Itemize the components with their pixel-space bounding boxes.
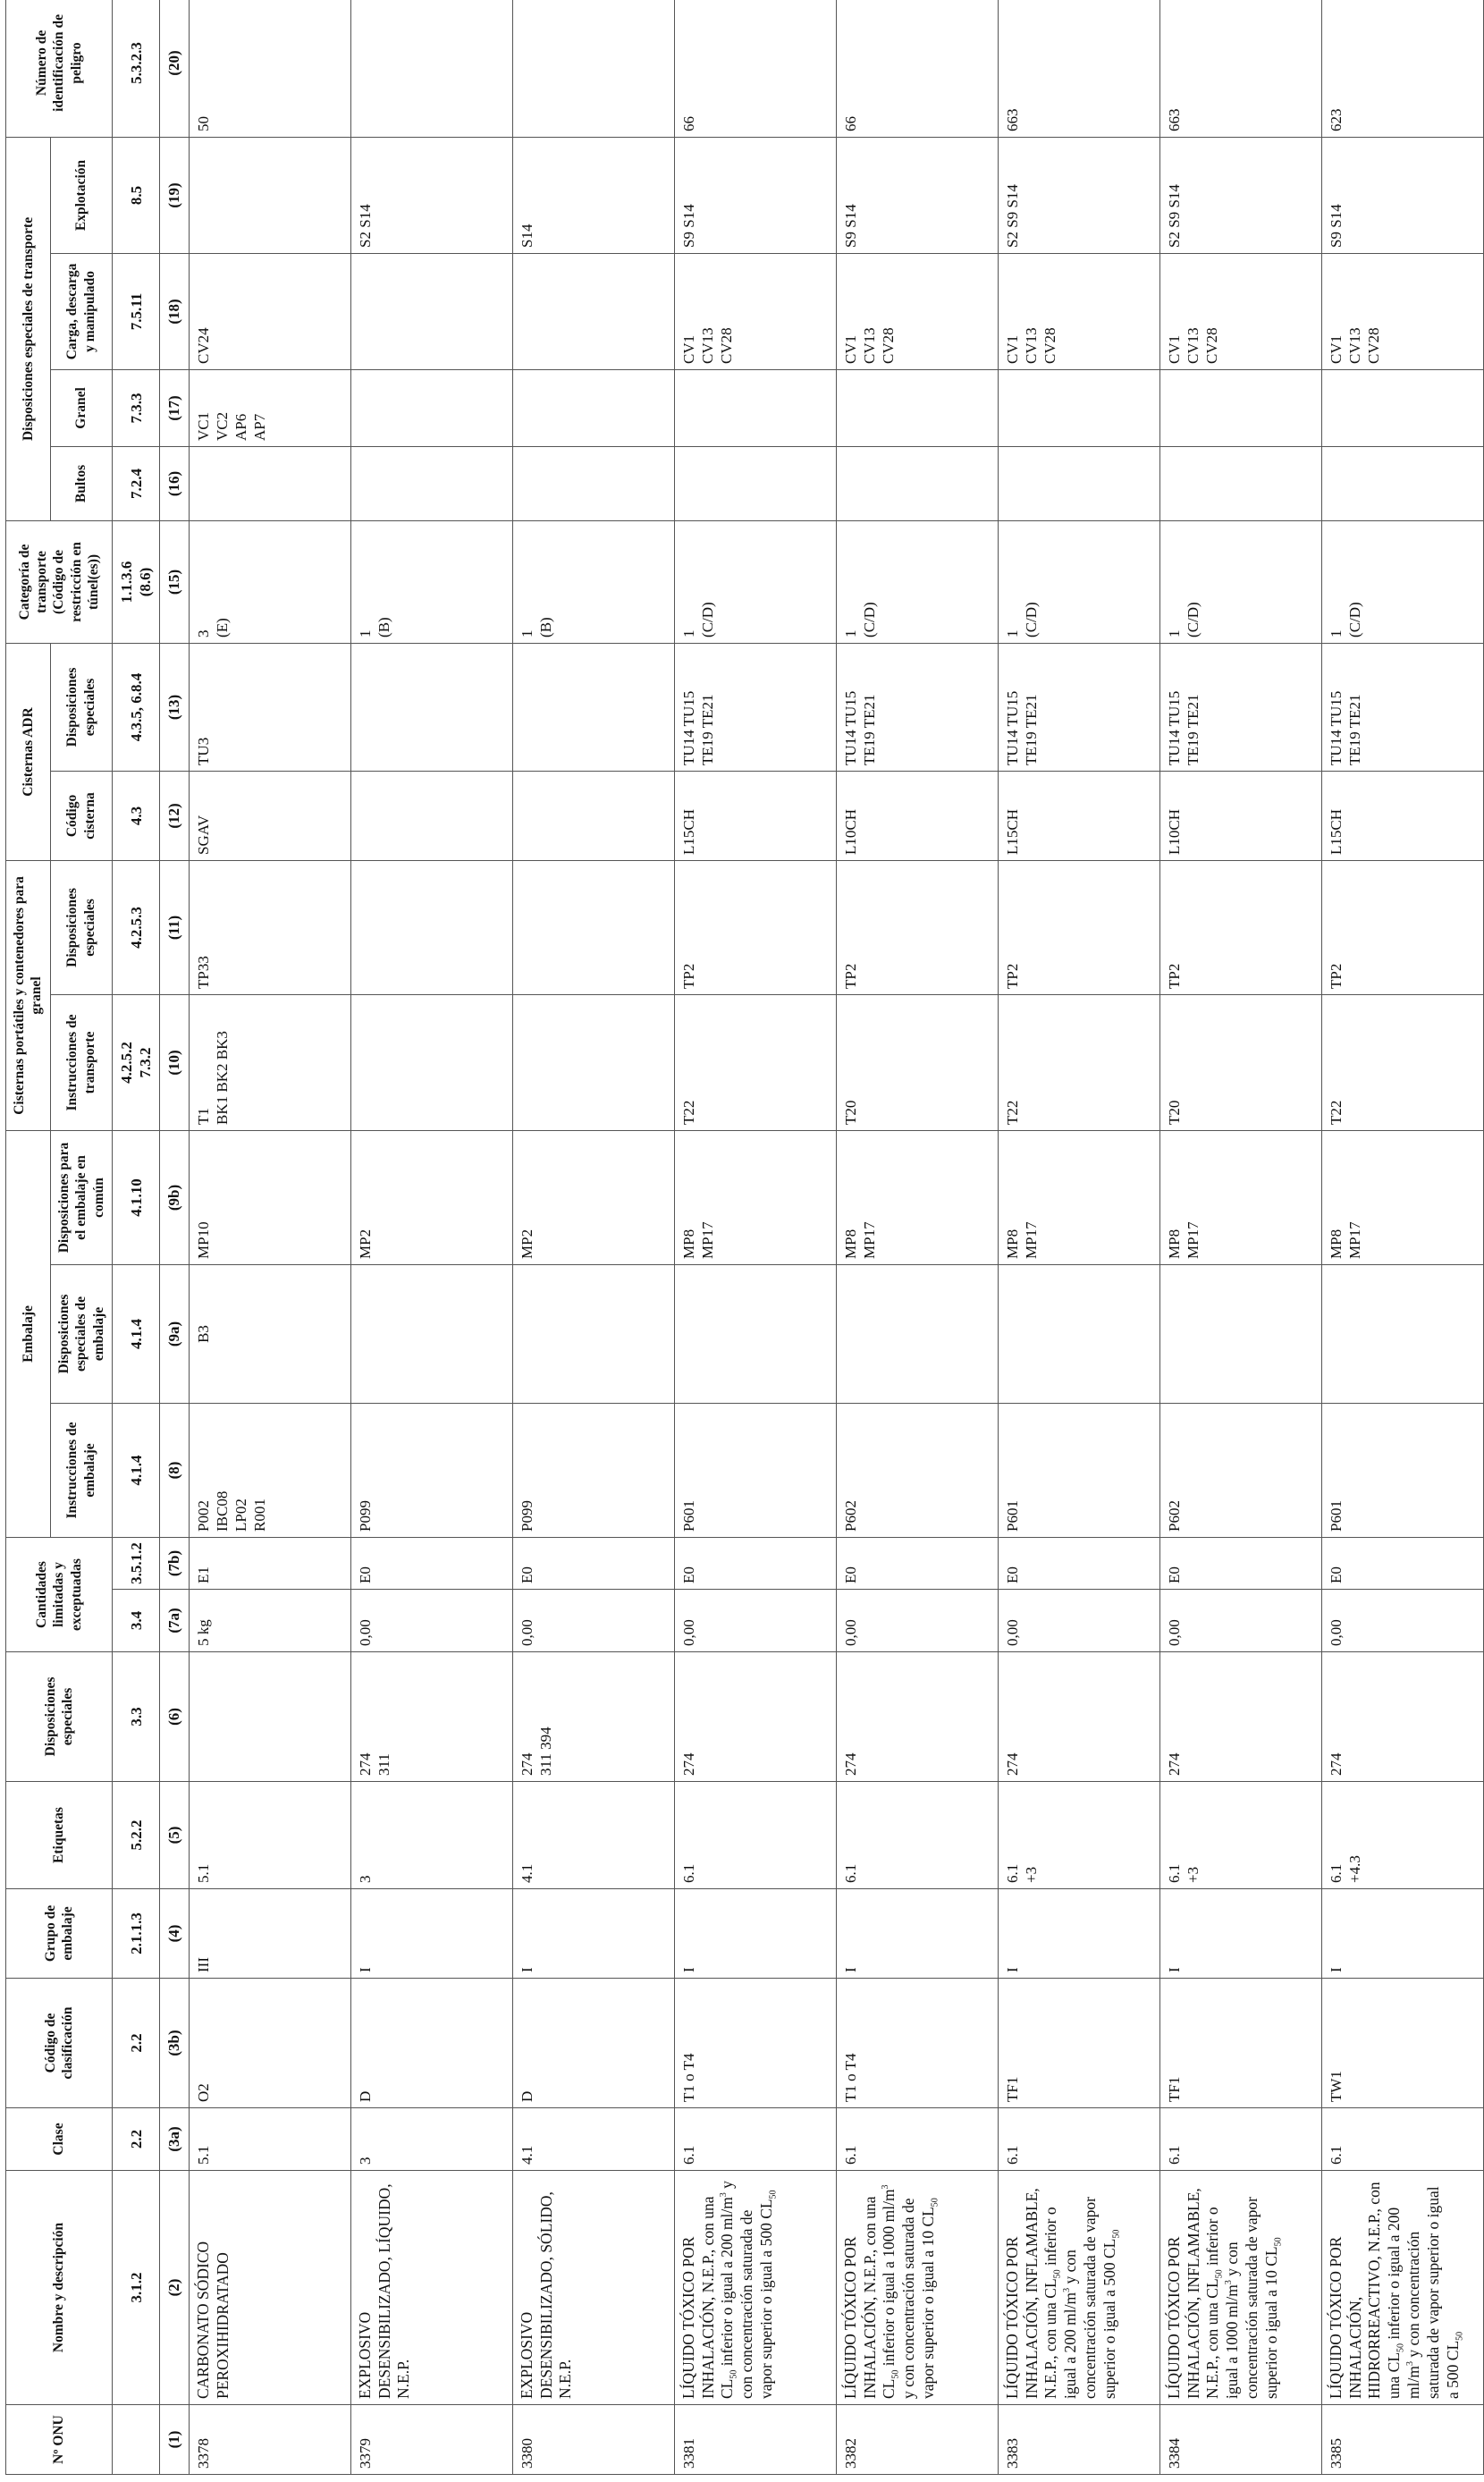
class-cell: 3 bbox=[350, 2108, 512, 2171]
class-cell: 5.1 bbox=[189, 2108, 350, 2171]
special-provisions-cell: 274 311 394 bbox=[512, 1652, 674, 1782]
table-row bbox=[674, 0, 836, 2475]
un-number-cell: 3385 bbox=[1321, 2405, 1483, 2475]
header-special-transport: Disposiciones especiales de transporte bbox=[6, 137, 51, 520]
reference-cell: 7.5.11 bbox=[112, 253, 160, 369]
classification-code-cell: T1 o T4 bbox=[674, 1979, 836, 2108]
packing-instructions-cell: P602 bbox=[836, 1404, 998, 1538]
limited-quantity-cell: 0,00 bbox=[350, 1590, 512, 1652]
name-description-cell: LÍQUIDO TÓXICO POR INHALACIÓN, INFLAMABLE, N.E.P., con una $CL_{50}$ inferior o igual a 200 $ml/m^3$ y con concentración saturada de vapor superior o igual a 500 $CL_{50}$ bbox=[998, 2171, 1159, 2405]
packages-provisions-cell bbox=[350, 446, 512, 520]
header-packing-instructions: Instrucciones de embalaje bbox=[50, 1404, 112, 1538]
reference-cell: 4.3 bbox=[112, 771, 160, 860]
header-classification-code: Código de clasificación bbox=[6, 1979, 113, 2108]
hazard-id-cell bbox=[350, 0, 512, 137]
name-description-cell: LÍQUIDO TÓXICO POR INHALACIÓN, INFLAMABLE, N.E.P., con una $CL_{50}$ inferior o igual a 1000 $ml/m^3$ y con concentración saturada de vapor superior o igual a 10 $CL_{50}$ bbox=[1159, 2171, 1321, 2405]
column-number-cell: (19) bbox=[160, 137, 189, 253]
special-provisions-cell: 274 311 bbox=[350, 1652, 512, 1782]
loading-provisions-cell bbox=[512, 253, 674, 369]
hazard-id-cell: 66 bbox=[836, 0, 998, 137]
table-row bbox=[350, 0, 512, 2475]
reference-cell: 2.2 bbox=[112, 1979, 160, 2108]
header-row-1 bbox=[6, 0, 51, 2475]
transport-category-cell: 1 (B) bbox=[512, 520, 674, 643]
column-number-cell: (11) bbox=[160, 860, 189, 994]
operation-provisions-cell: S9 S14 bbox=[1321, 137, 1483, 253]
hazard-id-cell: 623 bbox=[1321, 0, 1483, 137]
portable-tank-provisions-cell bbox=[350, 860, 512, 994]
header-limited-excepted: Cantidades limitadas y exceptuadas bbox=[6, 1538, 113, 1652]
bulk-provisions-cell bbox=[998, 369, 1159, 446]
loading-provisions-cell: CV24 bbox=[189, 253, 350, 369]
class-cell: 6.1 bbox=[1159, 2108, 1321, 2171]
header-labels: Etiquetas bbox=[6, 1782, 113, 1889]
reference-row bbox=[112, 0, 160, 2475]
column-number-cell: (18) bbox=[160, 253, 189, 369]
transport-category-cell: 1 (C/D) bbox=[836, 520, 998, 643]
tank-code-cell bbox=[512, 771, 674, 860]
column-number-cell: (17) bbox=[160, 369, 189, 446]
un-number-cell: 3381 bbox=[674, 2405, 836, 2475]
reference-cell: 4.2.5.3 bbox=[112, 860, 160, 994]
table-row bbox=[998, 0, 1159, 2475]
classification-code-cell: D bbox=[350, 1979, 512, 2108]
name-description-cell: CARBONATO SÓDICO PEROXIHIDRATADO bbox=[189, 2171, 350, 2405]
packages-provisions-cell bbox=[998, 446, 1159, 520]
reference-cell bbox=[112, 2405, 160, 2475]
portable-tank-instructions-cell: T1 BK1 BK2 BK3 bbox=[189, 994, 350, 1130]
reference-cell: 3.3 bbox=[112, 1652, 160, 1782]
column-number-cell: (20) bbox=[160, 0, 189, 137]
packages-provisions-cell bbox=[189, 446, 350, 520]
packing-instructions-cell: P099 bbox=[350, 1404, 512, 1538]
bulk-provisions-cell bbox=[512, 369, 674, 446]
dangerous-goods-table bbox=[5, 0, 1484, 2475]
special-packing-provisions-cell bbox=[836, 1265, 998, 1404]
un-number-cell: 3378 bbox=[189, 2405, 350, 2475]
reference-cell: 1.1.3.6 (8.6) bbox=[112, 520, 160, 643]
special-packing-provisions-cell bbox=[350, 1265, 512, 1404]
header-packaging: Embalaje bbox=[6, 1130, 51, 1537]
packing-group-cell: I bbox=[836, 1889, 998, 1979]
portable-tank-instructions-cell: T20 bbox=[836, 994, 998, 1130]
reference-cell: 7.3.3 bbox=[112, 369, 160, 446]
packing-group-cell: I bbox=[998, 1889, 1159, 1979]
operation-provisions-cell: S2 S14 bbox=[350, 137, 512, 253]
labels-cell: 6.1 bbox=[836, 1782, 998, 1889]
un-number-cell: 3383 bbox=[998, 2405, 1159, 2475]
class-cell: 6.1 bbox=[998, 2108, 1159, 2171]
packing-group-cell: I bbox=[350, 1889, 512, 1979]
portable-tank-provisions-cell: TP2 bbox=[836, 860, 998, 994]
packages-provisions-cell bbox=[836, 446, 998, 520]
header-transport-instructions: Instrucciones de transporte bbox=[50, 994, 112, 1130]
hazard-id-cell: 66 bbox=[674, 0, 836, 137]
column-number-cell: (5) bbox=[160, 1782, 189, 1889]
operation-provisions-cell: S9 S14 bbox=[836, 137, 998, 253]
hazard-id-cell bbox=[512, 0, 674, 137]
special-provisions-cell: 274 bbox=[1159, 1652, 1321, 1782]
header-packing-group: Grupo de embalaje bbox=[6, 1889, 113, 1979]
tank-special-provisions-cell: TU3 bbox=[189, 643, 350, 771]
labels-cell: 4.1 bbox=[512, 1782, 674, 1889]
class-cell: 6.1 bbox=[836, 2108, 998, 2171]
transport-category-cell: 1 (C/D) bbox=[998, 520, 1159, 643]
reference-cell: 3.1.2 bbox=[112, 2171, 160, 2405]
packing-group-cell: I bbox=[674, 1889, 836, 1979]
packing-instructions-cell: P601 bbox=[998, 1404, 1159, 1538]
loading-provisions-cell: CV1 CV13 CV28 bbox=[1159, 253, 1321, 369]
tank-special-provisions-cell: TU14 TU15 TE19 TE21 bbox=[998, 643, 1159, 771]
packing-instructions-cell: P601 bbox=[674, 1404, 836, 1538]
mixed-packing-cell: MP2 bbox=[512, 1130, 674, 1264]
column-number-cell: (16) bbox=[160, 446, 189, 520]
name-description-cell: EXPLOSIVO DESENSIBILIZADO, SÓLIDO, N.E.P. bbox=[512, 2171, 674, 2405]
operation-provisions-cell: S2 S9 S14 bbox=[998, 137, 1159, 253]
special-provisions-cell: 274 bbox=[836, 1652, 998, 1782]
tank-special-provisions-cell bbox=[350, 643, 512, 771]
limited-quantity-cell: 0,00 bbox=[512, 1590, 674, 1652]
reference-cell: 3.4 bbox=[112, 1590, 160, 1652]
packing-instructions-cell: P602 bbox=[1159, 1404, 1321, 1538]
packages-provisions-cell bbox=[674, 446, 836, 520]
portable-tank-instructions-cell: T22 bbox=[1321, 994, 1483, 1130]
labels-cell: 6.1 +3 bbox=[998, 1782, 1159, 1889]
header-bulk: Granel bbox=[50, 369, 112, 446]
reference-cell: 5.3.2.3 bbox=[112, 0, 160, 137]
excepted-quantity-cell: E0 bbox=[674, 1538, 836, 1590]
limited-quantity-cell: 0,00 bbox=[674, 1590, 836, 1652]
column-number-cell: (4) bbox=[160, 1889, 189, 1979]
portable-tank-provisions-cell: TP2 bbox=[1321, 860, 1483, 994]
un-number-cell: 3382 bbox=[836, 2405, 998, 2475]
header-tank-special-provisions: Disposiciones especiales bbox=[50, 860, 112, 994]
excepted-quantity-cell: E0 bbox=[1159, 1538, 1321, 1590]
header-name: Nombre y descripción bbox=[6, 2171, 113, 2405]
portable-tank-instructions-cell: T20 bbox=[1159, 994, 1321, 1130]
tank-code-cell bbox=[350, 771, 512, 860]
reference-cell: 5.2.2 bbox=[112, 1782, 160, 1889]
header-mixed-packing-provisions: Disposiciones para el embalaje en común bbox=[50, 1130, 112, 1264]
un-number-cell: 3384 bbox=[1159, 2405, 1321, 2475]
reference-cell: 4.1.4 bbox=[112, 1265, 160, 1404]
labels-cell: 6.1 bbox=[674, 1782, 836, 1889]
tank-code-cell: L15CH bbox=[1321, 771, 1483, 860]
tank-code-cell: L15CH bbox=[998, 771, 1159, 860]
column-number-cell: (10) bbox=[160, 994, 189, 1130]
header-un-no: Nº ONU bbox=[6, 2405, 113, 2475]
portable-tank-provisions-cell: TP2 bbox=[674, 860, 836, 994]
hazard-id-cell: 663 bbox=[998, 0, 1159, 137]
tank-special-provisions-cell: TU14 TU15 TE19 TE21 bbox=[1321, 643, 1483, 771]
mixed-packing-cell: MP2 bbox=[350, 1130, 512, 1264]
column-number-cell: (3a) bbox=[160, 2108, 189, 2171]
bulk-provisions-cell bbox=[1321, 369, 1483, 446]
column-number-cell: (7a) bbox=[160, 1590, 189, 1652]
labels-cell: 5.1 bbox=[189, 1782, 350, 1889]
labels-cell: 3 bbox=[350, 1782, 512, 1889]
loading-provisions-cell: CV1 CV13 CV28 bbox=[836, 253, 998, 369]
header-adr-tanks: Cisternas ADR bbox=[6, 643, 51, 860]
reference-cell: 3.5.1.2 bbox=[112, 1538, 160, 1590]
header-packages: Bultos bbox=[50, 446, 112, 520]
header-operation: Explotación bbox=[50, 137, 112, 253]
special-provisions-cell: 274 bbox=[998, 1652, 1159, 1782]
table-row bbox=[1321, 0, 1483, 2475]
name-description-cell: LÍQUIDO TÓXICO POR INHALACIÓN, N.E.P., con una $CL_{50}$ inferior o igual a 1000 $ml/m^3$ y con concentración saturada de vapor superior o igual a 10 $CL_{50}$ bbox=[836, 2171, 998, 2405]
portable-tank-instructions-cell bbox=[350, 994, 512, 1130]
tank-special-provisions-cell: TU14 TU15 TE19 TE21 bbox=[674, 643, 836, 771]
mixed-packing-cell: MP8 MP17 bbox=[674, 1130, 836, 1264]
mixed-packing-cell: MP10 bbox=[189, 1130, 350, 1264]
hazard-id-cell: 50 bbox=[189, 0, 350, 137]
table-row bbox=[1159, 0, 1321, 2475]
header-special-packing-provisions: Disposiciones especiales de embalaje bbox=[50, 1265, 112, 1404]
special-packing-provisions-cell bbox=[674, 1265, 836, 1404]
bulk-provisions-cell bbox=[350, 369, 512, 446]
header-hazard-id: Número de identificación de peligro bbox=[6, 0, 113, 137]
tank-special-provisions-cell: TU14 TU15 TE19 TE21 bbox=[836, 643, 998, 771]
limited-quantity-cell: 5 kg bbox=[189, 1590, 350, 1652]
classification-code-cell: TW1 bbox=[1321, 1979, 1483, 2108]
table-row bbox=[836, 0, 998, 2475]
mixed-packing-cell: MP8 MP17 bbox=[998, 1130, 1159, 1264]
class-cell: 6.1 bbox=[1321, 2108, 1483, 2171]
excepted-quantity-cell: E0 bbox=[1321, 1538, 1483, 1590]
table-row bbox=[512, 0, 674, 2475]
portable-tank-instructions-cell: T22 bbox=[998, 994, 1159, 1130]
portable-tank-instructions-cell bbox=[512, 994, 674, 1130]
column-number-cell: (2) bbox=[160, 2171, 189, 2405]
packing-group-cell: III bbox=[189, 1889, 350, 1979]
header-portable-tanks: Cisternas portátiles y contenedores para granel bbox=[6, 860, 51, 1130]
tank-code-cell: L10CH bbox=[1159, 771, 1321, 860]
loading-provisions-cell: CV1 CV13 CV28 bbox=[998, 253, 1159, 369]
classification-code-cell: TF1 bbox=[998, 1979, 1159, 2108]
column-number-row bbox=[160, 0, 189, 2475]
column-number-cell: (7b) bbox=[160, 1538, 189, 1590]
column-number-cell: (3b) bbox=[160, 1979, 189, 2108]
limited-quantity-cell: 0,00 bbox=[1321, 1590, 1483, 1652]
reference-cell: 4.1.10 bbox=[112, 1130, 160, 1264]
packing-instructions-cell: P601 bbox=[1321, 1404, 1483, 1538]
loading-provisions-cell: CV1 CV13 CV28 bbox=[674, 253, 836, 369]
un-number-cell: 3379 bbox=[350, 2405, 512, 2475]
labels-cell: 6.1 +3 bbox=[1159, 1782, 1321, 1889]
reference-cell: 4.2.5.2 7.3.2 bbox=[112, 994, 160, 1130]
bulk-provisions-cell bbox=[1159, 369, 1321, 446]
packing-instructions-cell: P099 bbox=[512, 1404, 674, 1538]
header-adr-special-provisions: Disposiciones especiales bbox=[50, 643, 112, 771]
name-description-cell: LÍQUIDO TÓXICO POR INHALACIÓN, HIDRORREACTIVO, N.E.P., con una $CL_{50}$ inferior o igual a 200 $ml/m^3$ y con concentración saturada de vapor superior o igual a 500 $CL_{50}$ bbox=[1321, 2171, 1483, 2405]
column-number-cell: (1) bbox=[160, 2405, 189, 2475]
table-row bbox=[189, 0, 350, 2475]
column-number-cell: (6) bbox=[160, 1652, 189, 1782]
column-number-cell: (12) bbox=[160, 771, 189, 860]
portable-tank-provisions-cell: TP2 bbox=[1159, 860, 1321, 994]
column-number-cell: (9b) bbox=[160, 1130, 189, 1264]
operation-provisions-cell: S2 S9 S14 bbox=[1159, 137, 1321, 253]
portable-tank-provisions-cell: TP2 bbox=[998, 860, 1159, 994]
packing-group-cell: I bbox=[1321, 1889, 1483, 1979]
reference-cell: 8.5 bbox=[112, 137, 160, 253]
transport-category-cell: 1 (C/D) bbox=[1159, 520, 1321, 643]
header-transport-category: Categoría de transporte (Código de restricción en túnel(es)) bbox=[6, 520, 113, 643]
column-number-cell: (9a) bbox=[160, 1265, 189, 1404]
excepted-quantity-cell: E0 bbox=[350, 1538, 512, 1590]
class-cell: 6.1 bbox=[674, 2108, 836, 2171]
header-tank-code: Código cisterna bbox=[50, 771, 112, 860]
name-description-cell: EXPLOSIVO DESENSIBILIZADO, LÍQUIDO, N.E.P. bbox=[350, 2171, 512, 2405]
classification-code-cell: T1 o T4 bbox=[836, 1979, 998, 2108]
header-loading: Carga, descarga y manipulado bbox=[50, 253, 112, 369]
reference-cell: 2.1.1.3 bbox=[112, 1889, 160, 1979]
reference-cell: 4.3.5, 6.8.4 bbox=[112, 643, 160, 771]
table-body bbox=[112, 0, 1483, 2475]
packing-group-cell: I bbox=[1159, 1889, 1321, 1979]
header-special-provisions: Disposiciones especiales bbox=[6, 1652, 113, 1782]
bulk-provisions-cell bbox=[674, 369, 836, 446]
column-number-cell: (13) bbox=[160, 643, 189, 771]
loading-provisions-cell: CV1 CV13 CV28 bbox=[1321, 253, 1483, 369]
limited-quantity-cell: 0,00 bbox=[1159, 1590, 1321, 1652]
labels-cell: 6.1 +4.3 bbox=[1321, 1782, 1483, 1889]
special-provisions-cell: 274 bbox=[1321, 1652, 1483, 1782]
reference-cell: 7.2.4 bbox=[112, 446, 160, 520]
tank-code-cell: SGAV bbox=[189, 771, 350, 860]
bulk-provisions-cell: VC1 VC2 AP6 AP7 bbox=[189, 369, 350, 446]
portable-tank-provisions-cell bbox=[512, 860, 674, 994]
excepted-quantity-cell: E0 bbox=[836, 1538, 998, 1590]
limited-quantity-cell: 0,00 bbox=[998, 1590, 1159, 1652]
tank-special-provisions-cell: TU14 TU15 TE19 TE21 bbox=[1159, 643, 1321, 771]
operation-provisions-cell: S9 S14 bbox=[674, 137, 836, 253]
classification-code-cell: TF1 bbox=[1159, 1979, 1321, 2108]
mixed-packing-cell: MP8 MP17 bbox=[1321, 1130, 1483, 1264]
tank-code-cell: L15CH bbox=[674, 771, 836, 860]
reference-cell: 4.1.4 bbox=[112, 1404, 160, 1538]
transport-category-cell: 1 (B) bbox=[350, 520, 512, 643]
packing-instructions-cell: P002 IBC08 LP02 R001 bbox=[189, 1404, 350, 1538]
column-number-cell: (15) bbox=[160, 520, 189, 643]
class-cell: 4.1 bbox=[512, 2108, 674, 2171]
excepted-quantity-cell: E0 bbox=[998, 1538, 1159, 1590]
special-packing-provisions-cell bbox=[998, 1265, 1159, 1404]
special-packing-provisions-cell bbox=[1321, 1265, 1483, 1404]
packages-provisions-cell bbox=[1159, 446, 1321, 520]
transport-category-cell: 1 (C/D) bbox=[674, 520, 836, 643]
mixed-packing-cell: MP8 MP17 bbox=[1159, 1130, 1321, 1264]
excepted-quantity-cell: E0 bbox=[512, 1538, 674, 1590]
name-description-cell: LÍQUIDO TÓXICO POR INHALACIÓN, N.E.P., con una $CL_{50}$ inferior o igual a 200 $ml/m^3$ y con concentración saturada de vapor superior o igual a 500 $CL_{50}$ bbox=[674, 2171, 836, 2405]
special-packing-provisions-cell: B3 bbox=[189, 1265, 350, 1404]
excepted-quantity-cell: E1 bbox=[189, 1538, 350, 1590]
special-provisions-cell bbox=[189, 1652, 350, 1782]
tank-special-provisions-cell bbox=[512, 643, 674, 771]
transport-category-cell: 3 (E) bbox=[189, 520, 350, 643]
operation-provisions-cell: S14 bbox=[512, 137, 674, 253]
un-number-cell: 3380 bbox=[512, 2405, 674, 2475]
special-provisions-cell: 274 bbox=[674, 1652, 836, 1782]
transport-category-cell: 1 (C/D) bbox=[1321, 520, 1483, 643]
tank-code-cell: L10CH bbox=[836, 771, 998, 860]
packages-provisions-cell bbox=[512, 446, 674, 520]
column-number-cell: (8) bbox=[160, 1404, 189, 1538]
packages-provisions-cell bbox=[1321, 446, 1483, 520]
header-class: Clase bbox=[6, 2108, 113, 2171]
special-packing-provisions-cell bbox=[1159, 1265, 1321, 1404]
limited-quantity-cell: 0,00 bbox=[836, 1590, 998, 1652]
reference-cell: 2.2 bbox=[112, 2108, 160, 2171]
operation-provisions-cell bbox=[189, 137, 350, 253]
special-packing-provisions-cell bbox=[512, 1265, 674, 1404]
portable-tank-provisions-cell: TP33 bbox=[189, 860, 350, 994]
classification-code-cell: D bbox=[512, 1979, 674, 2108]
classification-code-cell: O2 bbox=[189, 1979, 350, 2108]
portable-tank-instructions-cell: T22 bbox=[674, 994, 836, 1130]
hazard-id-cell: 663 bbox=[1159, 0, 1321, 137]
packing-group-cell: I bbox=[512, 1889, 674, 1979]
mixed-packing-cell: MP8 MP17 bbox=[836, 1130, 998, 1264]
loading-provisions-cell bbox=[350, 253, 512, 369]
bulk-provisions-cell bbox=[836, 369, 998, 446]
